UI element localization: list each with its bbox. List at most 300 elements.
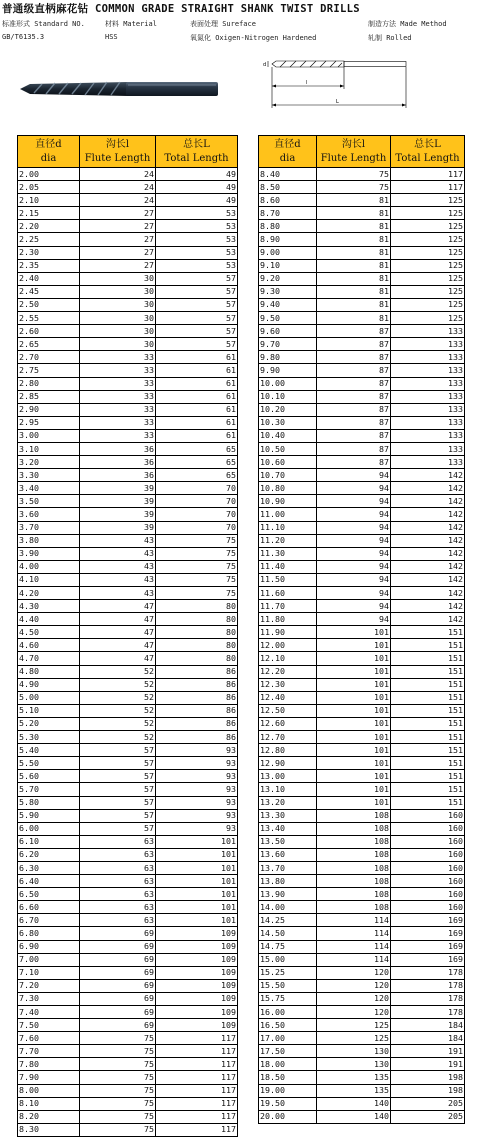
cell-flute-length: 108	[317, 875, 391, 888]
cell-dia: 17.00	[259, 1032, 317, 1045]
cell-flute-length: 33	[80, 364, 156, 377]
cell-dia: 6.10	[18, 835, 80, 848]
cell-total-length: 160	[391, 835, 465, 848]
cell-flute-length: 36	[80, 456, 156, 469]
cell-total-length: 133	[391, 351, 465, 364]
table-row	[259, 626, 465, 639]
cell-dia: 3.90	[18, 547, 80, 560]
cell-flute-length: 114	[317, 940, 391, 953]
cell-flute-length: 75	[80, 1045, 156, 1058]
cell-total-length: 57	[156, 298, 238, 311]
cell-flute-length: 47	[80, 613, 156, 626]
cell-total-length: 117	[156, 1032, 238, 1045]
table-row	[18, 429, 238, 442]
cell-total-length: 101	[156, 888, 238, 901]
cell-dia: 9.00	[259, 246, 317, 259]
cell-flute-length: 94	[317, 534, 391, 547]
cell-dia: 4.10	[18, 573, 80, 586]
cell-flute-length: 101	[317, 796, 391, 809]
surface-value: 氧氮化 Oxigen-Nitrogen Hardened	[190, 34, 317, 42]
cell-flute-length: 101	[317, 770, 391, 783]
cell-dia: 12.20	[259, 665, 317, 678]
cell-total-length: 169	[391, 940, 465, 953]
cell-total-length: 57	[156, 312, 238, 325]
table-row	[18, 1071, 238, 1084]
cell-dia: 12.90	[259, 757, 317, 770]
table-row	[18, 861, 238, 874]
cell-flute-length: 108	[317, 901, 391, 914]
cell-dia: 2.45	[18, 285, 80, 298]
cell-dia: 14.50	[259, 927, 317, 940]
table-row	[18, 1084, 238, 1097]
table-row	[18, 246, 238, 259]
cell-dia: 8.70	[259, 207, 317, 220]
cell-total-length: 86	[156, 665, 238, 678]
cell-total-length: 142	[391, 560, 465, 573]
cell-flute-length: 69	[80, 979, 156, 992]
cell-dia: 19.50	[259, 1097, 317, 1110]
cell-total-length: 178	[391, 966, 465, 979]
cell-total-length: 160	[391, 848, 465, 861]
cell-flute-length: 81	[317, 233, 391, 246]
cell-dia: 11.50	[259, 573, 317, 586]
table-row	[259, 469, 465, 482]
table-row	[18, 1045, 238, 1058]
cell-total-length: 151	[391, 678, 465, 691]
table-row	[18, 482, 238, 495]
table-row	[18, 521, 238, 534]
material-value: HSS	[105, 33, 118, 41]
cell-flute-length: 30	[80, 285, 156, 298]
cell-total-length: 61	[156, 351, 238, 364]
cell-total-length: 142	[391, 613, 465, 626]
cell-flute-length: 87	[317, 351, 391, 364]
cell-dia: 13.20	[259, 796, 317, 809]
cell-dia: 12.70	[259, 731, 317, 744]
cell-total-length: 169	[391, 953, 465, 966]
cell-total-length: 117	[156, 1058, 238, 1071]
cell-flute-length: 101	[317, 731, 391, 744]
page-title: 普通级直柄麻花钻 COMMON GRADE STRAIGHT SHANK TWIST DRILLS	[2, 3, 360, 15]
cell-total-length: 117	[156, 1110, 238, 1123]
table-row	[259, 717, 465, 730]
cell-flute-length: 81	[317, 272, 391, 285]
cell-total-length: 125	[391, 220, 465, 233]
table-row	[18, 744, 238, 757]
table-row	[259, 364, 465, 377]
cell-flute-length: 101	[317, 691, 391, 704]
table-row	[259, 665, 465, 678]
cell-dia: 9.30	[259, 285, 317, 298]
cell-dia: 12.50	[259, 704, 317, 717]
cell-dia: 15.25	[259, 966, 317, 979]
cell-flute-length: 47	[80, 652, 156, 665]
table-row	[18, 992, 238, 1005]
cell-dia: 17.50	[259, 1045, 317, 1058]
cell-dia: 12.00	[259, 639, 317, 652]
cell-dia: 3.60	[18, 508, 80, 521]
cell-dia: 2.35	[18, 259, 80, 272]
cell-dia: 4.80	[18, 665, 80, 678]
cell-dia: 9.70	[259, 338, 317, 351]
cell-dia: 5.40	[18, 744, 80, 757]
cell-dia: 11.00	[259, 508, 317, 521]
table-row	[18, 364, 238, 377]
table-row	[18, 901, 238, 914]
cell-total-length: 70	[156, 521, 238, 534]
table-row	[259, 298, 465, 311]
cell-dia: 2.50	[18, 298, 80, 311]
cell-dia: 18.00	[259, 1058, 317, 1071]
cell-dia: 5.80	[18, 796, 80, 809]
table-row	[18, 456, 238, 469]
cell-dia: 4.40	[18, 613, 80, 626]
cell-total-length: 117	[391, 168, 465, 181]
cell-flute-length: 101	[317, 717, 391, 730]
cell-dia: 6.60	[18, 901, 80, 914]
cell-flute-length: 87	[317, 403, 391, 416]
table-row	[18, 508, 238, 521]
cell-dia: 16.50	[259, 1019, 317, 1032]
cell-flute-length: 24	[80, 181, 156, 194]
cell-dia: 10.50	[259, 442, 317, 455]
cell-dia: 3.40	[18, 482, 80, 495]
cell-flute-length: 87	[317, 338, 391, 351]
cell-total-length: 75	[156, 547, 238, 560]
diagram-label-L: L	[336, 99, 339, 105]
table-row	[259, 194, 465, 207]
cell-flute-length: 87	[317, 390, 391, 403]
cell-dia: 8.50	[259, 181, 317, 194]
col-header-flute-length: 沟长l Flute Length	[80, 136, 156, 168]
cell-total-length: 109	[156, 953, 238, 966]
table-row	[18, 757, 238, 770]
cell-total-length: 160	[391, 861, 465, 874]
cell-dia: 3.10	[18, 442, 80, 455]
cell-total-length: 53	[156, 233, 238, 246]
cell-flute-length: 120	[317, 966, 391, 979]
table-row	[259, 508, 465, 521]
table-row	[259, 482, 465, 495]
cell-dia: 2.95	[18, 416, 80, 429]
cell-dia: 2.85	[18, 390, 80, 403]
cell-dia: 5.50	[18, 757, 80, 770]
table-row	[18, 1110, 238, 1123]
table-row	[18, 1006, 238, 1019]
cell-flute-length: 101	[317, 626, 391, 639]
cell-dia: 18.50	[259, 1071, 317, 1084]
cell-flute-length: 75	[80, 1110, 156, 1123]
cell-dia: 2.30	[18, 246, 80, 259]
cell-flute-length: 63	[80, 875, 156, 888]
cell-total-length: 61	[156, 403, 238, 416]
table-row	[259, 560, 465, 573]
table-row	[18, 770, 238, 783]
cell-flute-length: 52	[80, 678, 156, 691]
cell-flute-length: 27	[80, 233, 156, 246]
cell-total-length: 53	[156, 207, 238, 220]
cell-flute-length: 27	[80, 259, 156, 272]
table-row	[18, 940, 238, 953]
cell-flute-length: 33	[80, 351, 156, 364]
table-row	[18, 298, 238, 311]
cell-flute-length: 114	[317, 953, 391, 966]
cell-total-length: 198	[391, 1071, 465, 1084]
col-header-flute-length: 沟长l Flute Length	[317, 136, 391, 168]
cell-total-length: 184	[391, 1019, 465, 1032]
cell-flute-length: 47	[80, 626, 156, 639]
cell-flute-length: 94	[317, 482, 391, 495]
cell-flute-length: 27	[80, 246, 156, 259]
cell-total-length: 142	[391, 495, 465, 508]
table-row	[18, 220, 238, 233]
cell-total-length: 133	[391, 390, 465, 403]
cell-flute-length: 52	[80, 731, 156, 744]
method-value: 轧制 Rolled	[368, 34, 412, 42]
cell-dia: 14.00	[259, 901, 317, 914]
table-row	[18, 547, 238, 560]
cell-dia: 7.70	[18, 1045, 80, 1058]
cell-dia: 4.90	[18, 678, 80, 691]
cell-total-length: 65	[156, 456, 238, 469]
cell-flute-length: 94	[317, 613, 391, 626]
table-row	[259, 678, 465, 691]
cell-total-length: 151	[391, 783, 465, 796]
cell-flute-length: 27	[80, 220, 156, 233]
table-row	[18, 822, 238, 835]
table-row	[259, 1084, 465, 1097]
cell-flute-length: 52	[80, 691, 156, 704]
cell-flute-length: 39	[80, 521, 156, 534]
cell-flute-length: 57	[80, 796, 156, 809]
cell-flute-length: 101	[317, 704, 391, 717]
cell-flute-length: 75	[317, 168, 391, 181]
cell-flute-length: 75	[317, 181, 391, 194]
cell-flute-length: 52	[80, 704, 156, 717]
cell-dia: 10.90	[259, 495, 317, 508]
cell-flute-length: 81	[317, 220, 391, 233]
cell-total-length: 160	[391, 822, 465, 835]
cell-dia: 6.50	[18, 888, 80, 901]
cell-total-length: 93	[156, 744, 238, 757]
cell-dia: 9.80	[259, 351, 317, 364]
cell-dia: 2.70	[18, 351, 80, 364]
cell-total-length: 70	[156, 495, 238, 508]
cell-dia: 5.30	[18, 731, 80, 744]
cell-flute-length: 81	[317, 285, 391, 298]
cell-dia: 15.00	[259, 953, 317, 966]
cell-total-length: 61	[156, 429, 238, 442]
cell-total-length: 65	[156, 442, 238, 455]
cell-dia: 4.70	[18, 652, 80, 665]
cell-flute-length: 63	[80, 835, 156, 848]
cell-dia: 11.80	[259, 613, 317, 626]
cell-dia: 11.40	[259, 560, 317, 573]
cell-total-length: 151	[391, 757, 465, 770]
cell-dia: 16.00	[259, 1006, 317, 1019]
cell-total-length: 151	[391, 717, 465, 730]
cell-flute-length: 94	[317, 495, 391, 508]
cell-flute-length: 63	[80, 848, 156, 861]
cell-dia: 6.40	[18, 875, 80, 888]
table-row	[18, 678, 238, 691]
cell-total-length: 178	[391, 992, 465, 1005]
cell-flute-length: 120	[317, 992, 391, 1005]
cell-flute-length: 57	[80, 770, 156, 783]
cell-flute-length: 24	[80, 194, 156, 207]
cell-dia: 6.00	[18, 822, 80, 835]
table-row	[259, 704, 465, 717]
cell-flute-length: 114	[317, 927, 391, 940]
cell-dia: 12.60	[259, 717, 317, 730]
cell-flute-length: 75	[80, 1097, 156, 1110]
cell-total-length: 169	[391, 927, 465, 940]
cell-dia: 15.50	[259, 979, 317, 992]
cell-dia: 2.05	[18, 181, 80, 194]
drill-photo	[18, 76, 220, 102]
cell-flute-length: 120	[317, 1006, 391, 1019]
cell-flute-length: 94	[317, 560, 391, 573]
cell-flute-length: 69	[80, 992, 156, 1005]
cell-dia: 9.60	[259, 325, 317, 338]
table-row	[259, 652, 465, 665]
cell-flute-length: 43	[80, 573, 156, 586]
table-row	[259, 495, 465, 508]
cell-dia: 9.50	[259, 312, 317, 325]
cell-dia: 13.90	[259, 888, 317, 901]
cell-total-length: 57	[156, 272, 238, 285]
cell-total-length: 61	[156, 377, 238, 390]
method-label: 制造方法 Made Method	[368, 20, 447, 28]
table-row	[259, 521, 465, 534]
table-row	[259, 547, 465, 560]
table-row	[259, 744, 465, 757]
table-row	[18, 181, 238, 194]
col-header-dia: 直径d dia	[18, 136, 80, 168]
cell-flute-length: 27	[80, 207, 156, 220]
cell-total-length: 142	[391, 573, 465, 586]
cell-flute-length: 47	[80, 600, 156, 613]
table-row	[259, 875, 465, 888]
cell-total-length: 151	[391, 652, 465, 665]
cell-flute-length: 43	[80, 534, 156, 547]
cell-dia: 6.80	[18, 927, 80, 940]
cell-flute-length: 101	[317, 783, 391, 796]
cell-flute-length: 43	[80, 560, 156, 573]
cell-flute-length: 63	[80, 888, 156, 901]
cell-total-length: 109	[156, 1006, 238, 1019]
cell-dia: 7.40	[18, 1006, 80, 1019]
cell-dia: 10.30	[259, 416, 317, 429]
cell-total-length: 151	[391, 691, 465, 704]
cell-total-length: 151	[391, 665, 465, 678]
table-row	[259, 770, 465, 783]
cell-dia: 2.40	[18, 272, 80, 285]
cell-dia: 7.30	[18, 992, 80, 1005]
table-row	[18, 1058, 238, 1071]
cell-dia: 6.70	[18, 914, 80, 927]
table-row	[259, 613, 465, 626]
cell-flute-length: 81	[317, 246, 391, 259]
table-row	[259, 429, 465, 442]
cell-total-length: 109	[156, 1019, 238, 1032]
cell-flute-length: 101	[317, 757, 391, 770]
cell-total-length: 93	[156, 822, 238, 835]
table-row	[18, 704, 238, 717]
cell-flute-length: 52	[80, 717, 156, 730]
cell-total-length: 75	[156, 587, 238, 600]
cell-flute-length: 69	[80, 940, 156, 953]
cell-dia: 8.90	[259, 233, 317, 246]
cell-flute-length: 33	[80, 429, 156, 442]
cell-dia: 9.20	[259, 272, 317, 285]
cell-total-length: 75	[156, 573, 238, 586]
table-row	[259, 259, 465, 272]
table-row	[18, 1123, 238, 1136]
cell-total-length: 117	[156, 1045, 238, 1058]
table-row	[259, 809, 465, 822]
table-row	[259, 1058, 465, 1071]
cell-dia: 4.00	[18, 560, 80, 573]
cell-dia: 10.20	[259, 403, 317, 416]
cell-flute-length: 69	[80, 1006, 156, 1019]
cell-total-length: 125	[391, 246, 465, 259]
standard-label: 标准形式 Standard NO.	[2, 20, 85, 28]
cell-dia: 7.80	[18, 1058, 80, 1071]
cell-total-length: 198	[391, 1084, 465, 1097]
cell-total-length: 75	[156, 534, 238, 547]
cell-total-length: 117	[391, 181, 465, 194]
cell-flute-length: 140	[317, 1110, 391, 1123]
cell-total-length: 117	[156, 1123, 238, 1136]
cell-flute-length: 57	[80, 757, 156, 770]
cell-dia: 9.10	[259, 259, 317, 272]
cell-dia: 8.00	[18, 1084, 80, 1097]
col-header-total-length: 总长L Total Length	[391, 136, 465, 168]
cell-total-length: 93	[156, 770, 238, 783]
cell-total-length: 86	[156, 704, 238, 717]
cell-total-length: 93	[156, 796, 238, 809]
cell-dia: 3.80	[18, 534, 80, 547]
table-row	[259, 927, 465, 940]
cell-flute-length: 30	[80, 338, 156, 351]
cell-dia: 14.25	[259, 914, 317, 927]
cell-dia: 13.80	[259, 875, 317, 888]
cell-flute-length: 87	[317, 325, 391, 338]
cell-total-length: 205	[391, 1110, 465, 1123]
table-row	[18, 1032, 238, 1045]
cell-total-length: 133	[391, 442, 465, 455]
cell-dia: 11.90	[259, 626, 317, 639]
cell-flute-length: 120	[317, 979, 391, 992]
table-row	[259, 403, 465, 416]
cell-flute-length: 135	[317, 1084, 391, 1097]
table-row	[259, 940, 465, 953]
table-row	[259, 351, 465, 364]
cell-dia: 11.70	[259, 600, 317, 613]
cell-total-length: 117	[156, 1071, 238, 1084]
cell-dia: 4.20	[18, 587, 80, 600]
table-row	[18, 207, 238, 220]
table-row	[259, 1019, 465, 1032]
table-row	[259, 272, 465, 285]
table-row	[18, 888, 238, 901]
cell-total-length: 109	[156, 966, 238, 979]
cell-flute-length: 101	[317, 665, 391, 678]
table-row	[259, 822, 465, 835]
col-header-dia: 直径d dia	[259, 136, 317, 168]
table-row	[18, 613, 238, 626]
